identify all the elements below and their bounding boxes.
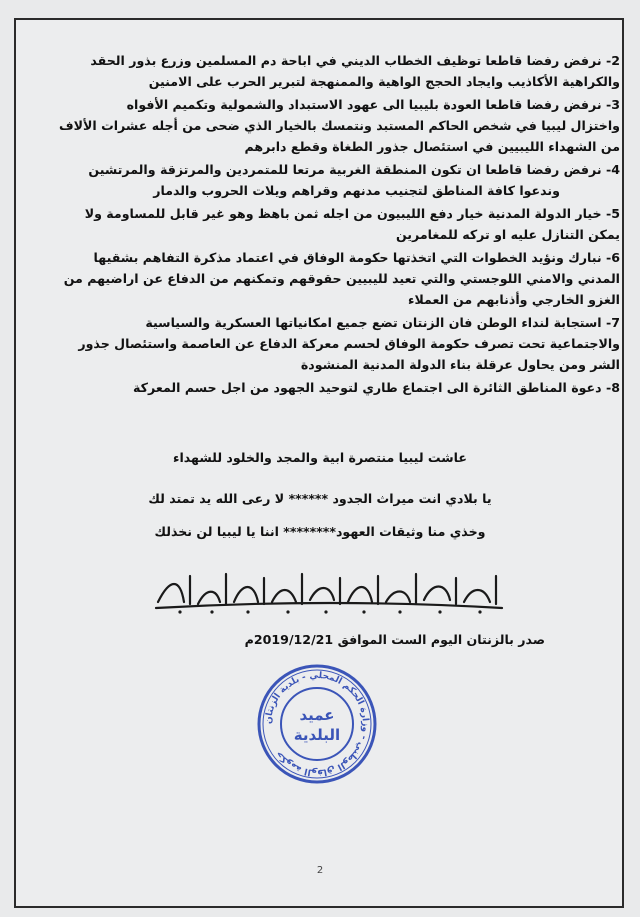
- stamp-center-line-2: البلدية: [293, 726, 341, 744]
- item-3: [22, 94, 620, 157]
- calligraphy-salam: [150, 568, 510, 616]
- closing-verse-2: وخذي منا وثيقات العهود******** اننا يا ليبيا لن نخذلك: [154, 524, 486, 539]
- issue-date-line: صدر بالزنتان اليوم الست الموافق 2019/12/21م: [244, 632, 545, 647]
- item-line: 2- نرفض رفضا قاطعا توظيف الخطاب الديني في اباحة دم المسلمين وزرع بذور الحقد: [90, 53, 620, 68]
- closing-verse-1: يا بلادي انت ميراث الجدود ****** لا رعى الله يد تمتد لك: [148, 491, 492, 506]
- item-line: من الشهداء الليبيين في استئصال جذور الطغاة وقطع دابرهم: [244, 139, 620, 154]
- page-number: 2: [316, 865, 324, 876]
- item-line: وندعوا كافة المناطق لتجنيب مدنهم وقراهم ويلات الحروب والدمار: [153, 183, 560, 198]
- item-line: 3- نرفض رفضا قاطعا العودة بليبيا الى عهود الاستبداد والشمولية وتكميم الأفواه: [126, 97, 620, 112]
- item-line: الغزو الخارجي وأذنابهم من العملاء: [408, 292, 620, 307]
- closing-block: [22, 450, 618, 539]
- statement-items: [22, 50, 620, 400]
- item-line: 6- نبارك ونؤيد الخطوات التي اتخذتها حكومة الوفاق في اعتماد مذكرة التفاهم بشقيها: [93, 250, 620, 265]
- item-4: [22, 159, 620, 201]
- item-line: يمكن التنازل عليه او تركه للمغامرين: [395, 227, 620, 242]
- item-line: والكراهية الأكاذيب وايجاد الحجج الواهية والممنهجة لتبرير الحرب على الامنين: [148, 74, 620, 89]
- item-8: [22, 377, 620, 398]
- item-line: 7- استجابة لنداء الوطن فان الزنتان تضع جميع امكانياتها العسكرية والسياسية: [145, 315, 620, 330]
- item-7: [22, 312, 620, 375]
- municipality-stamp: [255, 662, 379, 786]
- item-6: [22, 247, 620, 310]
- closing-slogan: عاشت ليبيا منتصرة ابية والمجد والخلود للشهداء: [173, 450, 467, 465]
- item-line: 8- دعوة المناطق الثائرة الى اجتماع طاري لتوحيد الجهود من اجل حسم المعركة: [133, 380, 620, 395]
- item-line: 4- نرفض رفضا قاطعا ان تكون المنطقة الغربية مرتعا للمتمردين والمرتزقة والمرتشين: [88, 162, 620, 177]
- item-line: والاجتماعية تحت تصرف حكومة الوفاق لحسم معركة الدفاع عن العاصمة واستئصال جذور: [78, 336, 620, 351]
- item-line: الشر ومن يحاول عرقلة بناء الدولة المدنية المنشودة: [300, 357, 620, 372]
- item-line: واختزال ليبيا في شخص الحاكم المستبد ونتمسك بالخيار الذي ضحى من أجله عشرات الألاف: [59, 118, 620, 133]
- item-line: المدني والامني اللوجستي والتي تعيد لليبيين حقوقهم وتمكنهم من الدفاع عن اراضيهم من: [63, 271, 620, 286]
- item-2: [22, 50, 620, 92]
- stamp-ring-text: حكومة الوفاق الوطني - وزارة الحكم المحلي - بلدية الزنتان: [263, 670, 371, 778]
- stamp-center-line-1: عميد: [299, 706, 335, 724]
- item-line: 5- خيار الدولة المدنية خيار دفع الليبيون من اجله ثمن باهظ وهو غير قابل للمساومة ولا: [84, 206, 620, 221]
- item-5: [22, 203, 620, 245]
